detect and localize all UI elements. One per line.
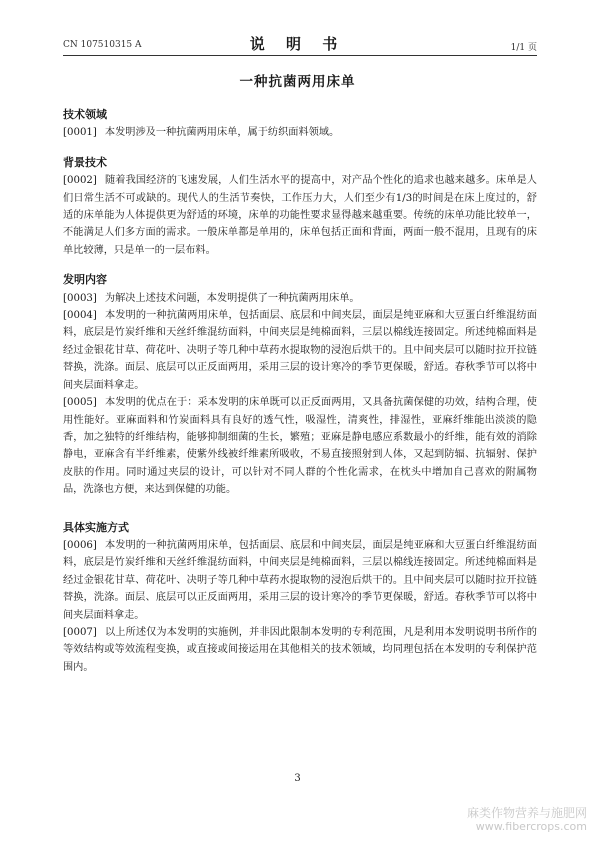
doc-type-heading: 说 明 书 bbox=[249, 35, 346, 53]
paragraph-number: [0001] bbox=[63, 127, 97, 139]
paragraph bbox=[63, 124, 537, 141]
section-heading: 具体实施方式 bbox=[63, 520, 129, 534]
paragraph-number: [0002] bbox=[63, 175, 97, 187]
paragraph-number: [0007] bbox=[63, 626, 97, 638]
watermark-site-name: 麻类作物营养与施肥网 bbox=[466, 806, 587, 820]
paragraph bbox=[63, 172, 537, 259]
document-title: 一种抗菌两用床单 bbox=[239, 74, 356, 90]
paragraph bbox=[63, 307, 537, 394]
paragraph-text: 本发明的优点在于：采本发明的床单既可以正反面两用，又具备抗菌保健的功效，结构合理，使用性能好。亚麻面料和竹炭面料具有良好的透气性，吸湿性，清爽性，排湿性，亚麻纤维能出淡淡的隐香，加之独特的纤维结构，能够抑制细菌的生长，繁殖；亚麻是静电感应系数最小的纤维，能有效的消除静电，亚麻含有半纤维素，使紫外线被纤维素所吸收，不易直接照射到人体，又起到防辐、抗辐射、保护皮肤的作用。同时通过夹层的设计，可以针对不同人群的个性化需求，在枕头中增加自己喜欢的附属物品，洗涤也方便，来达到保健的功能。 bbox=[63, 397, 537, 496]
paragraph-text: 随着我国经济的飞速发展，人们生活水平的提高中，对产品个性化的追求也越来越多。床单是人们日常生活不可或缺的。现代人的生活节奏快，工作压力大，人们至少有1/3的时间是在床上度过的，舒适的床单能为人体提供更为舒适的环境，床单的功能性要求显得越来越重要。传统的床单功能比较单一，不能满足人们多方面的需求。一般床单都是单用的，床单包括正面和背面，两面一般不混用，且现有的床单比较薄，只是单一的一层布料。 bbox=[63, 175, 537, 256]
document-body bbox=[63, 106, 537, 676]
page-number: 3 bbox=[294, 773, 301, 784]
paragraph-number: [0005] bbox=[63, 397, 97, 409]
paragraph-text: 本发明涉及一种抗菌两用床单，属于纺织面料领域。 bbox=[104, 127, 340, 139]
section-heading: 技术领域 bbox=[63, 108, 107, 121]
paragraph-text: 本发明的一种抗菌两用床单，包括面层、底层和中间夹层，面层是纯亚麻和大豆蛋白纤维混纺面料，底层是竹炭纤维和天丝纤维混纺面料，中间夹层是纯棉面料，三层以棉线连接固定。所述纯棉面料是经过金银花甘草、荷花叶、决明子等几种中草药水提取物的浸泡后烘干的。且中间夹层可以随时拉开拉链替换，洗涤。面层、底层可以正反面两用，采用三层的设计寒冷的季节更保暖，舒适。春秋季节可以将中间夹层面料拿走。 bbox=[63, 539, 537, 621]
paragraph bbox=[63, 537, 537, 624]
page-ratio: 1/1 页 bbox=[510, 43, 537, 53]
paragraph bbox=[63, 290, 537, 307]
watermark bbox=[467, 806, 587, 834]
section-heading: 背景技术 bbox=[63, 155, 107, 169]
paragraph-number: [0004] bbox=[63, 310, 97, 322]
paragraph-text: 本发明的一种抗菌两用床单，包括面层、底层和中间夹层，面层是纯亚麻和大豆蛋白纤维混纺面料，底层是竹炭纤维和天丝纤维混纺面料，中间夹层是纯棉面料，三层以棉线连接固定。所述纯棉面料是经过金银花甘草、荷花叶、决明子等几种中草药水提取物的浸泡后烘干的。且中间夹层可以随时拉开拉链替换，洗涤。面层、底层可以正反面两用，采用三层的设计寒冷的季节更保暖，舒适。春秋季节可以将中间夹层面料拿走。 bbox=[63, 310, 537, 391]
section-heading: 发明内容 bbox=[63, 273, 107, 287]
paragraph-number: [0003] bbox=[63, 292, 97, 304]
paragraph-text: 以上所述仅为本发明的实施例，并非因此限制本发明的专利范围，凡是利用本发明说明书所作的等效结构或等效流程变换，或直接或间接运用在其他相关的技术领域，均同理包括在本发明的专利保护范围内。 bbox=[63, 626, 537, 673]
paragraph bbox=[63, 624, 537, 676]
header-rule bbox=[63, 55, 537, 56]
paragraph-number: [0006] bbox=[63, 539, 97, 551]
paragraph bbox=[63, 394, 537, 498]
paragraph-text: 为解决上述技术问题，本发明提供了一种抗菌两用床单。 bbox=[104, 292, 360, 304]
doc-number: CN 107510315 A bbox=[63, 40, 142, 50]
watermark-url: www.fibercrops.com bbox=[475, 820, 587, 833]
